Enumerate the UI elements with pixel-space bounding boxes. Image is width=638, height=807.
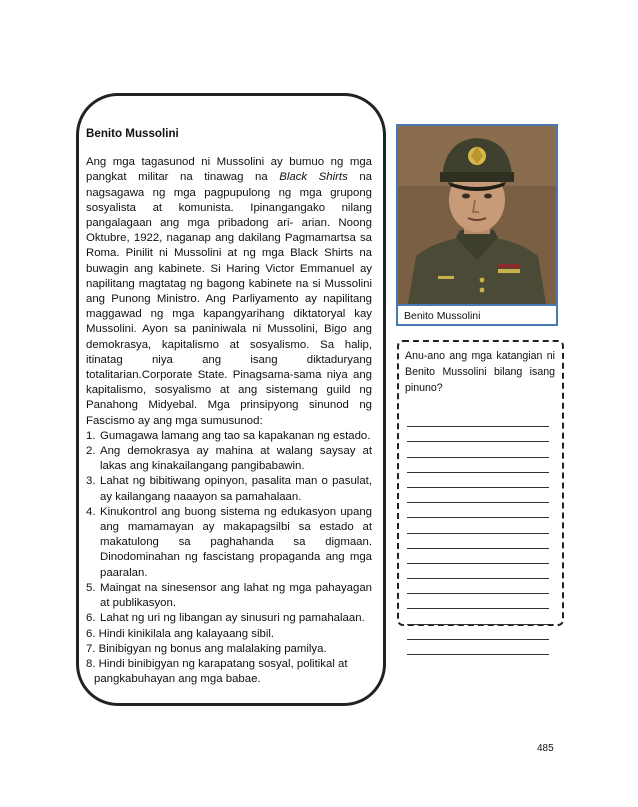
question-box	[397, 340, 564, 626]
answer-lines	[407, 412, 549, 655]
paragraph-part-b: na nagsagawa ng mga pagpupulong ng mga grupong sosyalista at komunista. Ipinangangako nilang pangalagaan ang mga pribadong ari- arian. Noong Oktubre, 1922, naganap ang dakilang Pagmamartsa sa Roma. Pinilit ni Mussolini at ng mga Black Shirts na buwagin ang kabinete. Si Haring Victor Emmanuel ay napilitang magtatag ng bagong kabinete na si Mussolini ang Punong Ministro. Ang Parliyamento ay napilitang maggawad ng mga kapangyarihang diktatoryal kay Mussolini. Ayon sa paniniwala ni Mussolini, Bigo ang demokrasya, kapitalismo at sosyalismo. Sa halip, itinatag niya ang isang diktaduryang totalitarian.Corporate State. Pinagsama-sama niya ang kapitalismo, sosyalismo at ang sistemang guild ng Panahong Midyebal. Mga prinsipyong sinunod ng Fascismo ay ang mga sumusunod:	[86, 171, 372, 427]
list-item: 6. Lahat ng uri ng libangan ay sinusuri ng pamahalaan.	[86, 612, 365, 625]
answer-line[interactable]	[407, 625, 549, 640]
list-item: pangkabuhayan ang mga babae.	[94, 673, 261, 686]
list-item: 8. Hindi binibigyan ng karapatang sosyal, politikal at	[86, 657, 348, 670]
answer-line[interactable]	[407, 564, 549, 579]
answer-line[interactable]	[407, 503, 549, 518]
answer-line[interactable]	[407, 609, 549, 624]
list-item: 6. Hindi kinikilala ang kalayaang sibil.	[86, 627, 275, 640]
article-body	[86, 126, 372, 687]
paragraph-emphasis: Black Shirts	[279, 171, 348, 184]
answer-line[interactable]	[407, 412, 549, 427]
article-paragraph	[86, 155, 372, 429]
answer-line[interactable]	[407, 579, 549, 594]
answer-line[interactable]	[407, 640, 549, 655]
answer-line[interactable]	[407, 488, 549, 503]
list-item: 4. Kinukontrol ang buong sistema ng edukasyon upang ang mamamayan ay makapagsilbi sa estado at makatulong sa paghahanda sa digmaan. Dinodominahan ng fascistang propaganda ang mga paaralan.	[86, 505, 372, 579]
list-item: 3. Lahat ng bibitiwang opinyon, pasalita man o pasulat, ay kailangang naaayon sa pamahalaan.	[86, 475, 372, 503]
answer-line[interactable]	[407, 594, 549, 609]
list-item: 1. Gumagawa lamang ang tao sa kapakanan ng estado.	[86, 429, 371, 442]
question-text: Anu-ano ang mga katangian ni Benito Mussolini bilang isang pinuno?	[405, 350, 555, 394]
portrait-caption: Benito Mussolini	[398, 304, 556, 324]
answer-line[interactable]	[407, 534, 549, 549]
answer-line[interactable]	[407, 427, 549, 442]
article-title: Benito Mussolini	[86, 127, 179, 140]
list-item: 7. Binibigyan ng bonus ang malalaking pamilya.	[86, 642, 327, 655]
principles-list	[86, 429, 372, 627]
page-number: 485	[537, 743, 554, 754]
answer-line[interactable]	[407, 473, 549, 488]
list-item: 5. Maingat na sinesensor ang lahat ng mga pahayagan at publikasyon.	[86, 581, 372, 610]
portrait-frame	[396, 124, 558, 326]
answer-line[interactable]	[407, 549, 549, 564]
answer-line[interactable]	[407, 442, 549, 457]
answer-line[interactable]	[407, 458, 549, 473]
list-item: 2. Ang demokrasya ay mahina at walang saysay at lakas ang kinakailangang pangibabawin.	[86, 445, 372, 473]
answer-line[interactable]	[407, 518, 549, 533]
principles-list-continued	[86, 627, 372, 688]
paragraph-part-a: Ang mga tagasunod ni Mussolini ay bumuo ng mga pangkat militar na tinawag na	[86, 156, 372, 184]
portrait-image	[398, 126, 556, 304]
